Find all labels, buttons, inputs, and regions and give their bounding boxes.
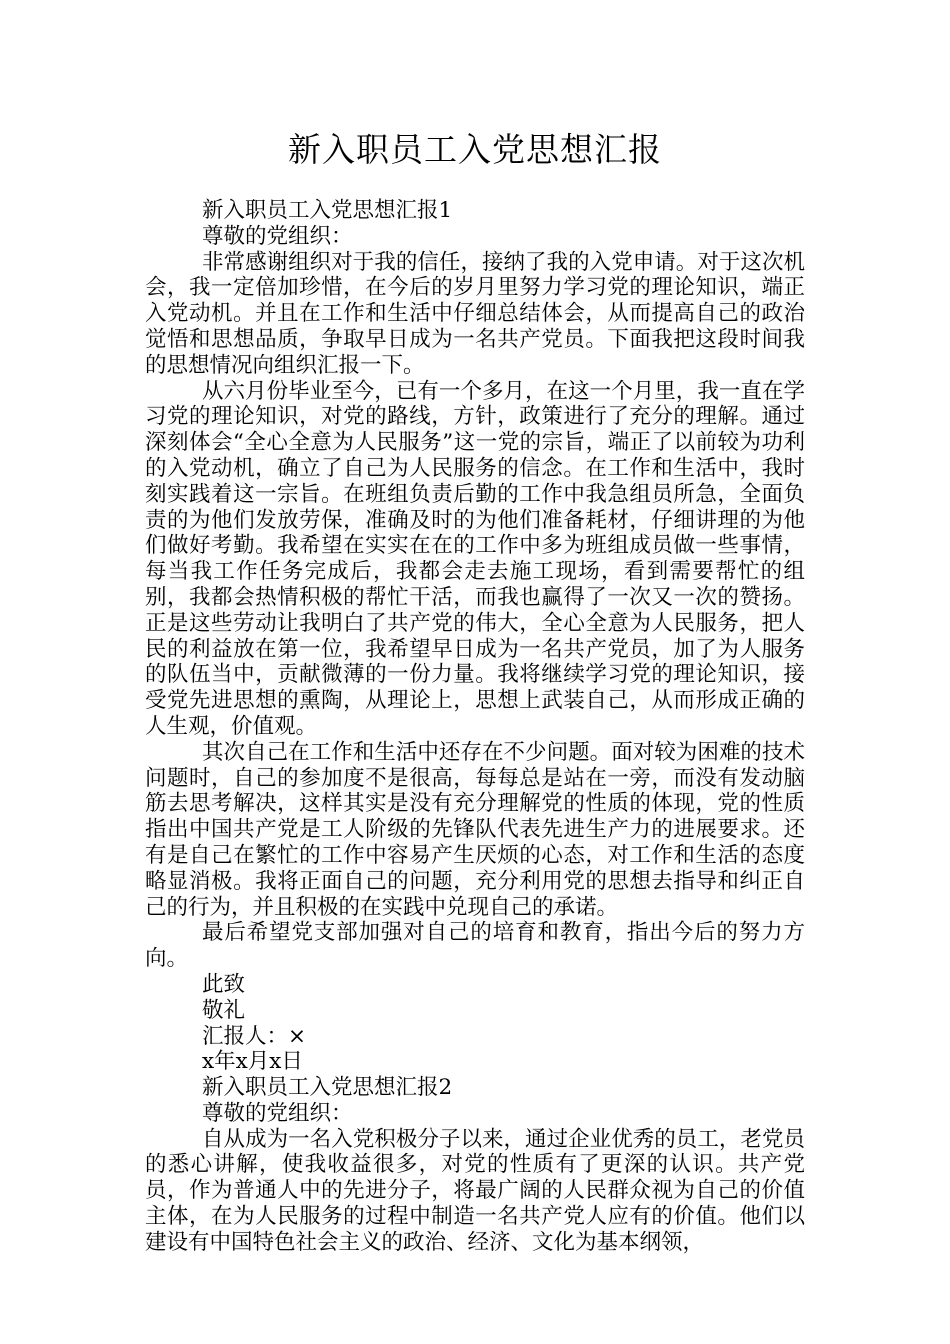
salutation: 尊敬的党组织：: [202, 1100, 353, 1126]
body-paragraph: 非常感谢组织对于我的信任，接纳了我的入党申请。对于这次机会，我一定倍加珍惜，在今后的岁月里努力学习党的理论知识，端正入党动机。并且在工作和生活中仔细总结体会，从而提高自己的政治觉悟和思想品质，争取早日成为一名共产党员。下面我把这段时间我的思想情况向组织汇报一下。: [145, 249, 805, 378]
body-paragraph: 自从成为一名入党积极分子以来，通过企业优秀的员工，老党员的悉心讲解，使我收益很多，对党的性质有了更深的认识。共产党员，作为普通人中的先进分子，将最广阔的人民群众视为自己的价值主体，在为人民服务的过程中制造一名共产党人应有的价值。他们以建设有中国特色社会主义的政治、经济、文化为基本纲领，: [145, 1126, 805, 1255]
body-paragraph: 其次自己在工作和生活中还存在不少问题。面对较为困难的技术问题时，自己的参加度不是很高，每每总是站在一旁，而没有发动脑筋去思考解决，这样其实是没有充分理解党的性质的体现，党的性质指出中国共产党是工人阶级的先锋队代表先进生产力的进展要求。还有是自己在繁忙的工作中容易产生厌烦的心态，对工作和生活的态度略显消极。我将正面自己的问题，充分利用党的思想去指导和纠正自己的行为，并且积极的在实践中兑现自己的承诺。: [145, 739, 805, 920]
document-title: 新入职员工入党思想汇报: [288, 130, 662, 169]
body-paragraph: 从六月份毕业至今，已有一个多月，在这一个月里，我一直在学习党的理论知识，对党的路线，方针，政策进行了充分的理解。通过深刻体会“全心全意为人民服务”这一党的宗旨，端正了以前较为功利的入党动机，确立了自己为人民服务的信念。在工作和生活中，我时刻实践着这一宗旨。在班组负责后勤的工作中我急组员所急，全面负责的为他们发放劳保，准确及时的为他们准备耗材，仔细讲理的为他们做好考勤。我希望在实实在在的工作中多为班组成员做一些事情，每当我工作任务完成后，我都会走去施工现场，看到需要帮忙的组别，我都会热情积极的帮忙干活，而我也赢得了一次又一次的赞扬。正是这些劳动让我明白了共产党的伟大，全心全意为人民服务，把人民的利益放在第一位，我希望早日成为一名共产党员，加了为人服务的队伍当中，贡献微薄的一份力量。我将继续学习党的理论知识，接受党先进思想的熏陶，从理论上，思想上武装自己，从而形成正确的人生观，价值观。: [145, 378, 805, 739]
reporter-line: 汇报人：×: [202, 1023, 307, 1049]
date-line: x年x月x日: [202, 1049, 303, 1075]
closing-regards: 敬礼: [202, 997, 246, 1023]
document-body: [145, 198, 805, 1256]
section-heading-1: 新入职员工入党思想汇报1: [202, 198, 453, 223]
section-heading-2: 新入职员工入党思想汇报2: [202, 1075, 453, 1101]
salutation: 尊敬的党组织：: [202, 223, 353, 249]
body-paragraph: 最后希望党支部加强对自己的培育和教育，指出今后的努力方向。: [145, 920, 805, 972]
closing-line: 此致: [202, 971, 246, 997]
